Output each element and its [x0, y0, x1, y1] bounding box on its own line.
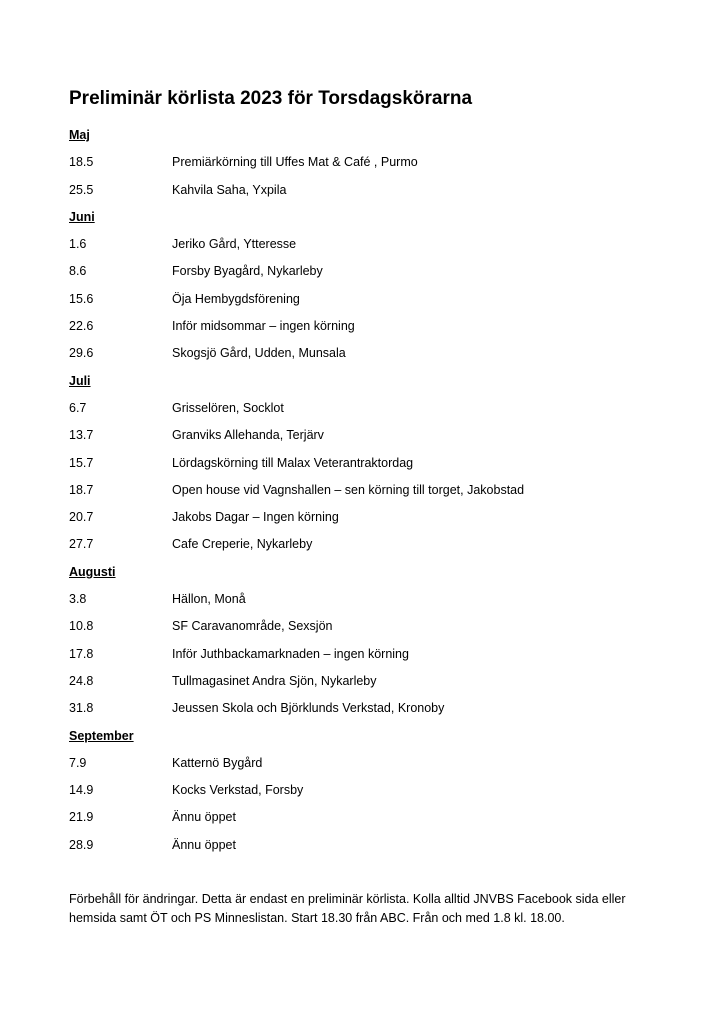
schedule-row [69, 781, 669, 808]
event-date: 31.8 [69, 701, 94, 716]
schedule-row [69, 590, 669, 617]
schedule-row [69, 808, 669, 835]
month-heading: Juli [69, 373, 91, 388]
schedule-row [69, 290, 669, 317]
schedule-row [69, 481, 669, 508]
event-description: Jeriko Gård, Ytteresse [172, 237, 297, 252]
schedule-row [69, 754, 669, 781]
event-date: 7.9 [69, 755, 87, 770]
event-date: 14.9 [69, 783, 94, 798]
event-description: Inför midsommar – ingen körning [172, 319, 355, 334]
schedule-row [69, 399, 669, 426]
month-heading: Maj [69, 128, 90, 142]
event-date: 6.7 [69, 400, 87, 415]
month-heading: Juni [69, 209, 95, 224]
event-description: Öja Hembygdsförening [172, 291, 300, 306]
schedule-row [69, 672, 669, 699]
schedule-row [69, 645, 669, 672]
schedule-row [69, 426, 669, 453]
schedule-row [69, 535, 669, 562]
event-date: 8.6 [69, 264, 87, 279]
event-description: Ännu öppet [172, 810, 236, 825]
schedule-row [69, 454, 669, 481]
event-description: Lördagskörning till Malax Veterantraktordag [172, 455, 414, 470]
event-description: Grisselören, Socklot [172, 400, 284, 415]
schedule-row [69, 153, 669, 180]
event-date: 25.5 [69, 182, 94, 197]
event-description: Tullmagasinet Andra Sjön, Nykarleby [172, 673, 377, 688]
event-description: Kocks Verkstad, Forsby [172, 783, 304, 798]
event-description: Skogsjö Gård, Udden, Munsala [172, 346, 346, 361]
event-description: Kahvila Saha, Yxpila [172, 182, 287, 197]
schedule-row [69, 836, 669, 863]
event-date: 15.7 [69, 455, 94, 470]
event-date: 27.7 [69, 537, 94, 552]
event-description: Ännu öppet [172, 837, 236, 852]
event-date: 1.6 [69, 237, 87, 252]
event-date: 28.9 [69, 837, 94, 852]
event-description: Hällon, Monå [172, 592, 246, 607]
event-date: 20.7 [69, 510, 94, 525]
event-date: 29.6 [69, 346, 94, 361]
event-date: 10.8 [69, 619, 94, 634]
footer-note: Förbehåll för ändringar. Detta är endast en preliminär körlista. Kolla alltid JNVBS Facebook sida eller hemsida samt ÖT och PS Minneslistan. Start 18.30 från ABC. Från och med 1.8 kl. 18.00. [69, 892, 626, 925]
event-date: 18.7 [69, 482, 94, 497]
schedule-row [69, 262, 669, 289]
schedule-list [69, 126, 669, 863]
event-description: SF Caravanområde, Sexsjön [172, 619, 333, 634]
event-description: Open house vid Vagnshallen – sen körning till torget, Jakobstad [172, 482, 525, 497]
schedule-row [69, 508, 669, 535]
event-date: 17.8 [69, 646, 94, 661]
schedule-row [69, 344, 669, 371]
event-description: Premiärkörning till Uffes Mat & Café , Purmo [172, 155, 418, 170]
event-description: Katternö Bygård [172, 755, 263, 770]
event-date: 13.7 [69, 428, 94, 443]
event-description: Jeussen Skola och Björklunds Verkstad, Kronoby [172, 701, 445, 716]
event-description: Granviks Allehanda, Terjärv [172, 428, 324, 443]
event-date: 21.9 [69, 810, 94, 825]
event-date: 15.6 [69, 291, 94, 306]
event-description: Cafe Creperie, Nykarleby [172, 537, 313, 552]
event-description: Jakobs Dagar – Ingen körning [172, 510, 339, 525]
schedule-row [69, 235, 669, 262]
event-date: 22.6 [69, 319, 94, 334]
schedule-row [69, 181, 669, 208]
page-title: Preliminär körlista 2023 för Torsdagskörarna [69, 88, 473, 109]
schedule-row [69, 317, 669, 344]
month-heading: September [69, 728, 134, 743]
month-heading: Augusti [69, 564, 116, 579]
event-description: Inför Juthbackamarknaden – ingen körning [172, 646, 409, 661]
event-date: 18.5 [69, 155, 94, 170]
schedule-row [69, 617, 669, 644]
event-date: 24.8 [69, 673, 94, 688]
event-date: 3.8 [69, 592, 87, 607]
schedule-row [69, 699, 669, 726]
event-description: Forsby Byagård, Nykarleby [172, 264, 323, 279]
